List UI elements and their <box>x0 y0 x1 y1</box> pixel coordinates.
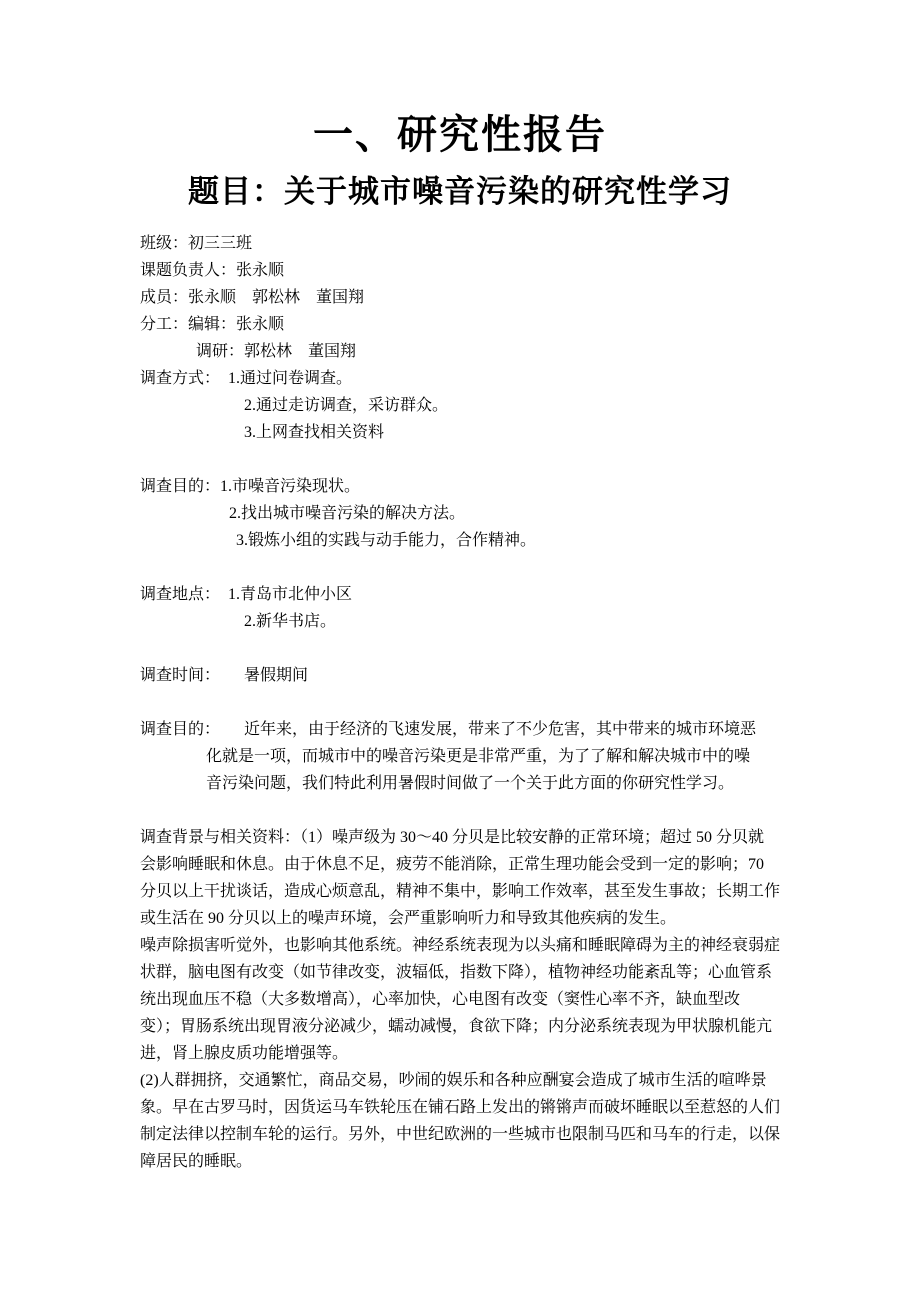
text-line: 象。早在古罗马时，因货运马车铁轮压在铺石路上发出的锵锵声而破坏睡眠以至惹怒的人们 <box>140 1098 781 1116</box>
text-line: 调查目的：1.市噪音污染现状。 <box>140 477 361 495</box>
text-line: 制定法律以控制车轮的运行。另外，中世纪欧洲的一些城市也限制马匹和马车的行走，以保 <box>140 1125 781 1143</box>
text-line: 分工：编辑：张永顺 <box>140 315 285 333</box>
text-line: 噪声除损害听觉外，也影响其他系统。神经系统表现为以头痛和睡眠障碍为主的神经衰弱症 <box>140 936 781 954</box>
text-line: 调查背景与相关资料：（1）噪声级为 30～40 分贝是比较安静的正常环境；超过 50 分贝就 <box>140 828 765 846</box>
text-line: 2.找出城市噪音污染的解决方法。 <box>229 504 466 522</box>
text-line: 音污染问题，我们特此利用暑假时间做了一个关于此方面的你研究性学习。 <box>206 774 735 792</box>
blank-line <box>140 446 860 473</box>
blank-line <box>140 797 860 824</box>
text-line: (2)人群拥挤，交通繁忙，商品交易，吵闹的娱乐和各种应酬宴会造成了城市生活的喧哗景 <box>140 1071 767 1089</box>
text-line: 分贝以上干扰谈话，造成心烦意乱，精神不集中，影响工作效率，甚至发生事故；长期工作 <box>140 882 781 900</box>
text-line: 调研：郭松林 董国翔 <box>196 342 357 360</box>
text-line: 2.通过走访调查，采访群众。 <box>244 396 449 414</box>
text-line: 会影响睡眠和休息。由于休息不足，疲劳不能消除，正常生理功能会受到一定的影响；70 <box>140 855 765 873</box>
document-title: 一、研究性报告 <box>313 112 607 157</box>
text-line: 2.新华书店。 <box>244 612 337 630</box>
text-line: 调查方式： 1.通过问卷调查。 <box>140 369 353 387</box>
blank-line <box>140 689 860 716</box>
document-subtitle: 题目：关于城市噪音污染的研究性学习 <box>188 174 732 209</box>
text-line: 3.上网查找相关资料 <box>244 423 385 441</box>
text-line: 调查时间： 暑假期间 <box>140 666 309 684</box>
blank-line <box>140 554 860 581</box>
text-line: 或生活在 90 分贝以上的噪声环境，会严重影响听力和导致其他疾病的发生。 <box>140 909 677 927</box>
text-line: 化就是一项，而城市中的噪音污染更是非常严重，为了了解和解决城市中的噪 <box>206 747 751 765</box>
text-line: 3.锻炼小组的实践与动手能力，合作精神。 <box>236 531 537 549</box>
text-line: 进，肾上腺皮质功能增强等。 <box>140 1044 349 1062</box>
text-line: 变）；胃肠系统出现胃液分泌减少，蠕动减慢，食欲下降；内分泌系统表现为甲状腺机能亢 <box>140 1017 773 1035</box>
document-body <box>140 230 860 1175</box>
text-line: 障居民的睡眠。 <box>140 1152 253 1170</box>
text-line: 班级：初三三班 <box>140 234 253 252</box>
text-line: 课题负责人：张永顺 <box>140 261 285 279</box>
text-line: 统出现血压不稳（大多数增高），心率加快，心电图有改变（窦性心率不齐，缺血型改 <box>140 990 741 1008</box>
text-line: 调查地点： 1.青岛市北仲小区 <box>140 585 353 603</box>
text-line: 调查目的： 近年来，由于经济的飞速发展，带来了不少危害，其中带来的城市环境恶 <box>140 720 757 738</box>
blank-line <box>140 635 860 662</box>
text-line: 成员：张永顺 郭松林 董国翔 <box>140 288 365 306</box>
text-line: 状群，脑电图有改变（如节律改变，波辐低，指数下降），植物神经功能紊乱等；心血管系 <box>140 963 773 981</box>
